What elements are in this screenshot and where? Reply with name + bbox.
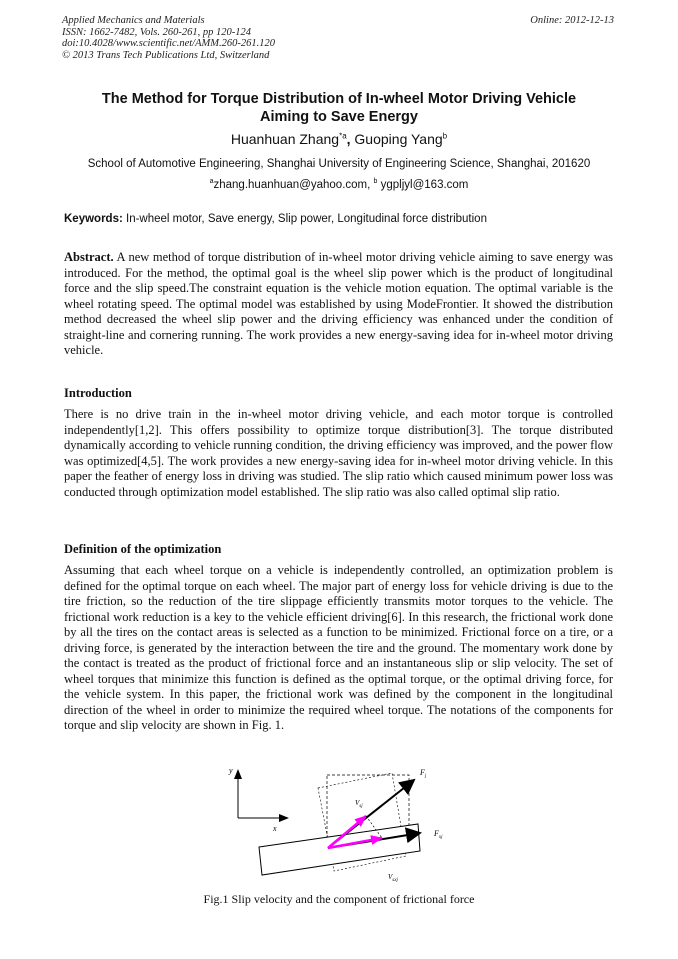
slip-velocity-figure <box>222 760 462 890</box>
abstract-label: Abstract. <box>64 250 114 264</box>
keywords-text: In-wheel motor, Save energy, Slip power, Longitudinal force distribution <box>126 213 487 225</box>
authors <box>62 131 616 147</box>
abstract <box>64 250 613 359</box>
abstract-text: A new method of torque distribution of in-wheel motor driving vehicle aiming to save energy was introduced. For the method, the optimal goal is the wheel slip power which is the product of longitudinal force and the slip speed.The constraint equation is the vehicle motion equation. The optimal variable is the wheel rotating speed. The optimal model was established by using ModeFrontier. It showed the distribution method decreased the wheel slip power and the driving efficiency was enhanced under the condition of straight-line and cornering running. The work provides a new energy-saving idea for in-wheel motor driving vehicle. <box>64 250 614 357</box>
keywords <box>64 213 618 225</box>
y-axis-label: y <box>229 766 233 775</box>
journal-name: Applied Mechanics and Materials <box>62 15 205 26</box>
author-2: Guoping Yang <box>354 131 443 147</box>
tire-rectangle <box>259 824 420 875</box>
issn-line: ISSN: 1662-7482, Vols. 260-261, pp 120-124 <box>62 26 251 38</box>
email-b-sup: b <box>373 178 378 185</box>
author-2-sup: b <box>442 131 448 141</box>
definition-heading: Definition of the optimization <box>64 542 222 556</box>
fj-label: $F_j$ <box>420 768 427 779</box>
author-1: Huanhuan Zhang <box>230 131 340 147</box>
x-axis-label: x <box>273 824 277 833</box>
figure-caption: Fig.1 Slip velocity and the component of frictional force <box>203 892 475 906</box>
vsj-label: $V_{sj}$ <box>355 799 363 809</box>
copyright-line: © 2013 Trans Tech Publications Ltd, Switzerland <box>62 49 270 61</box>
email-a-sup: a <box>209 178 214 185</box>
introduction-text: There is no drive train in the in-wheel motor driving vehicle, and each motor torque is controlled independently[1,2]. This offers possibility to optimize torque distribution[3]. The torque distributed dynamically according to vehicle running condition, the driving efficiency was improved, and the power flow was optimized[4,5]. The work provides a new energy-saving idea for in-wheel motor driving vehicle. In this paper the feather of energy loss in driving was studied. The slip ratio which caused minimum power loss was conducted through optimization model established. The slip ratio was also called optimal slip ratio. <box>64 407 613 499</box>
author-separator: , <box>346 131 355 147</box>
title-line-1: The Method for Torque Distribution of In-wheel Motor Driving Vehicle <box>101 91 577 107</box>
title-line-2: Aiming to Save Energy <box>260 109 418 125</box>
email-a: zhang.huanhuan@yahoo.com, <box>213 178 371 191</box>
emails <box>62 178 616 191</box>
doi-line: doi:10.4028/www.scientific.net/AMM.260-261.120 <box>62 38 275 49</box>
introduction-heading: Introduction <box>64 386 132 400</box>
affiliation: School of Automotive Engineering, Shanghai University of Engineering Science, Shanghai, 201620 <box>87 158 591 170</box>
paper-title <box>62 90 616 126</box>
author-1-sup: *a <box>339 131 347 141</box>
email-b: ygpljyl@163.com <box>380 178 469 191</box>
journal-header <box>62 15 275 61</box>
vsxj-label: $V_{sxj}$ <box>388 873 398 883</box>
definition-text: Assuming that each wheel torque on a vehicle is independently controlled, an optimization problem is defined for the optimal torque on each wheel. The major part of energy loss for vehicle driving is due to the tire friction, so the reduction of the tire slippage efficiently transmits motor torques to the vehicle. The frictional work reduction is a key to the vehicle efficient driving[6]. In this research, the frictional work done by all the tires on the contact areas is selected as a function to be minimized. Frictional force on a tire, or a driving force, is generated by the interaction between the tire and the ground. The momentary work done by the contact is treated as the product of frictional force and an instantaneous slip or slip velocity. The set of wheel torques that minimize this function is defined as the optimal torque, or the optimal driving force, for the vehicle system. In this paper, the frictional work was defined by the component in the longitudinal direction of the wheel in order to minimize the required wheel torque. The notations of the components for torque and slip velocity are shown in Fig. 1. <box>64 563 613 732</box>
online-date: Online: 2012-12-13 <box>530 15 614 26</box>
fxj-label: $F_{xj}$ <box>434 829 443 840</box>
keywords-label: Keywords: <box>64 213 123 225</box>
